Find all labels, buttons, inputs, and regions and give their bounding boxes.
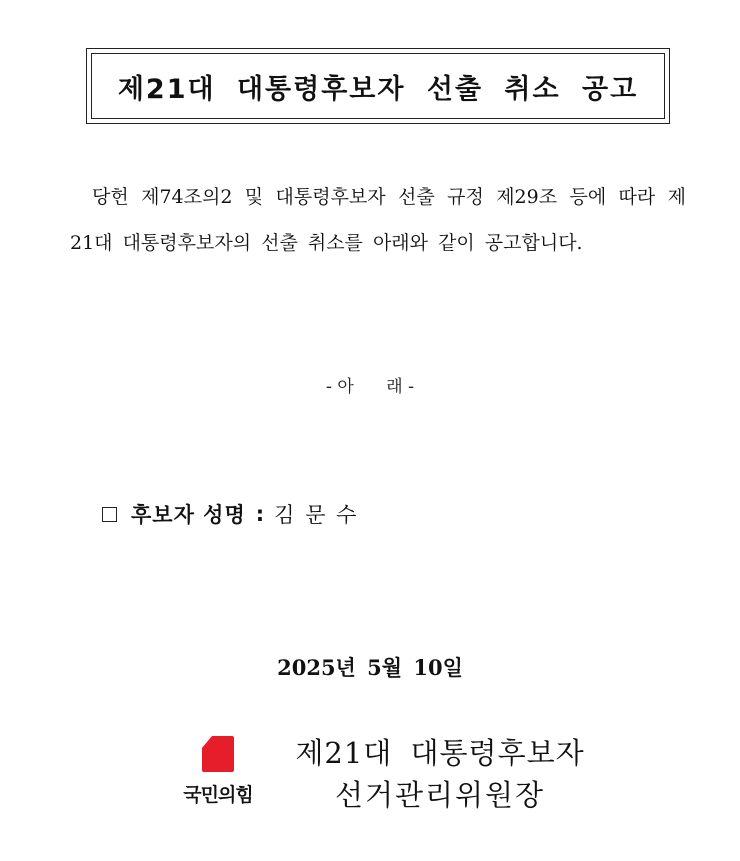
signature-role: 선거관리위원장 (334, 778, 546, 812)
candidate-label: 후보자 성명 (131, 503, 246, 527)
candidate-separator: : (255, 502, 265, 526)
announcement-date: 2025년 5월 10일 (277, 655, 463, 680)
title-box (86, 48, 670, 124)
page-title: 제21대 대통령후보자 선출 취소 공고 (117, 73, 639, 105)
candidate-line (102, 499, 358, 529)
announcement-body: 당헌 제74조의2 및 대통령후보자 선출 규정 제29조 등에 따라 제21대 대통령후보자의 선출 취소를 아래와 같이 공고합니다. (70, 186, 686, 254)
signature-block (290, 732, 590, 816)
signature-title: 제21대 대통령후보자 (295, 736, 585, 770)
party-name: 국민의힘 (183, 784, 253, 806)
title-box-inner (91, 53, 665, 119)
party-logo (168, 736, 268, 808)
logo-mark-icon (202, 736, 234, 772)
checkbox-icon (102, 507, 117, 522)
notice-label: - 아 래 - (325, 377, 415, 397)
candidate-name: 김 문 수 (274, 503, 359, 527)
